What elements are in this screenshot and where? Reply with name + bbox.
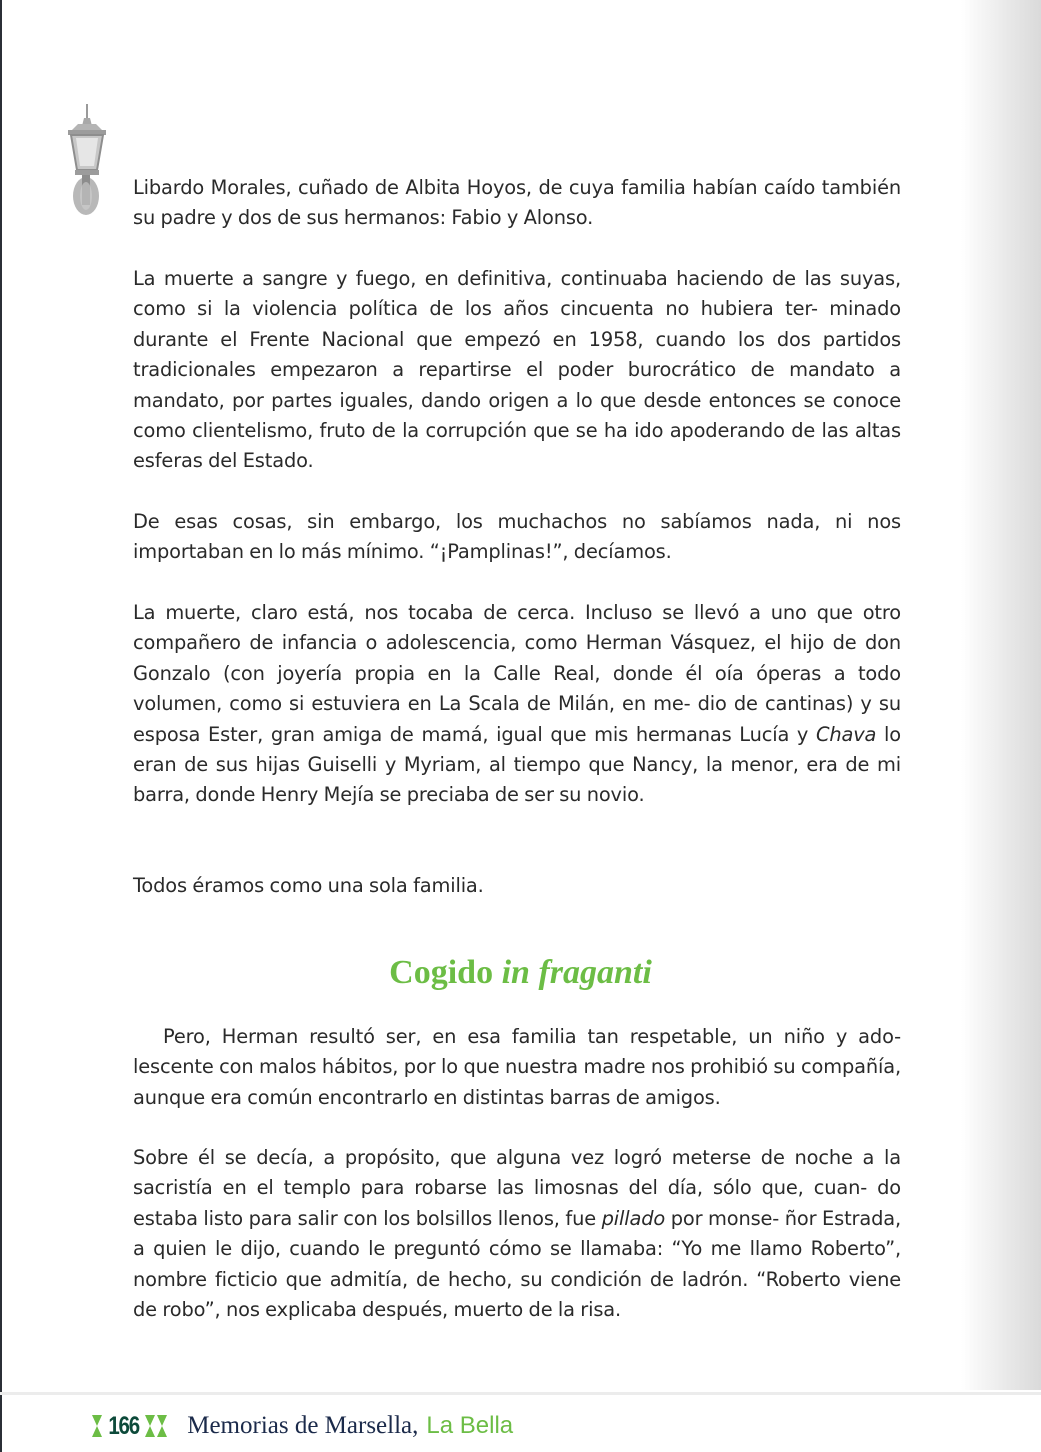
paragraph-text: La muerte a sangre y fuego, en definitiva, continuaba haciendo de las suyas, como si la violencia política de los años cincuenta no hubiera ter- minado durante el Frente Nacional que empezó en 1958, cuando los dos partidos tradicionales empezaron a repartirse el poder burocrático de mandato a mandato, por partes iguales, dando origen a lo que desde entonces se conoce como clientelismo, fruto de la corrupción que se ha ido apoderando de las altas esferas del Estado. [133,267,901,473]
paragraph [133,1143,901,1325]
book-subtitle: La Bella [426,1412,514,1439]
paragraph [133,871,901,901]
text-run: lo eran de sus hijas Guiselli y Myriam, al tiempo que Nancy, la menor, era de mi barra, donde Henry Mejía se preciaba de ser su novio. [133,722,901,807]
paragraph [133,264,901,477]
section-heading [0,950,1041,996]
book-title: Memorias de Marsella, [187,1412,419,1439]
hourglass-ornament-icon [157,1415,167,1437]
paragraph-text: De esas cosas, sin embargo, los muchachos no sabíamos nada, ni nos importaban en lo más mínimo. “¡Pamplinas!”, decíamos. [133,510,901,564]
text-run: por monse- ñor Estrada, a quien le dijo, cuando le preguntó cómo se llamaba: “Yo me llamo Roberto”, nombre ficticio que admitía, de hecho, su condición de ladrón. “Roberto viene de robo”, nos explicaba después, muerto de la risa. [133,1206,901,1322]
page-gutter-shadow [961,0,1041,1390]
paragraph-text: Libardo Morales, cuñado de Albita Hoyos, de cuya familia habían caído también su padre y dos de sus hermanos: Fabio y Alonso. [133,176,901,230]
street-lamp-icon [62,104,112,216]
text-run: Sobre él se decía, a propósito, que alguna vez logró meterse de noche a la sacristía en el templo para robarse las limosnas del día, sólo que, cuan- do estaba listo para salir con los bolsillos llenos, fue [133,1146,901,1230]
heading-text: Cogido [389,954,502,991]
paragraph-text: Todos éramos como una sola familia. [133,874,484,897]
paragraph [133,1022,901,1113]
paragraph [133,507,901,568]
text-run: La muerte, claro está, nos tocaba de cerca. Incluso se llevó a uno que otro compañero de infancia o adolescencia, como Herman Vásquez, el hijo de don Gonzalo (con joyería propia en la Calle Real, donde él oía óperas a todo volumen, como si estuviera en La Scala de Milán, en me- dio de cantinas) y su esposa Ester, gran amiga de mamá, igual que mis hermanas Lucía y [133,601,901,746]
paragraph [133,598,901,811]
page-footer [92,1406,513,1446]
paragraph-text: Pero, Herman resultó ser, en esa familia tan respetable, un niño y ado- lescente con malos hábitos, por lo que nuestra madre nos prohibió su compañía, aunque era común encontrarlo en distintas barras de amigos. [133,1025,901,1109]
hourglass-ornament-icon [92,1415,102,1437]
page-number: 166 [108,1411,139,1440]
italic-text: pillado [601,1206,666,1230]
paragraph-text [133,1143,901,1325]
page-edge [0,0,2,1452]
paragraph [133,173,901,234]
hourglass-ornament-icon [145,1415,155,1437]
italic-text: Chava [815,722,877,746]
heading-italic-text: in fraganti [501,954,652,991]
footer-divider [0,1392,1041,1395]
paragraph-text [133,598,901,811]
